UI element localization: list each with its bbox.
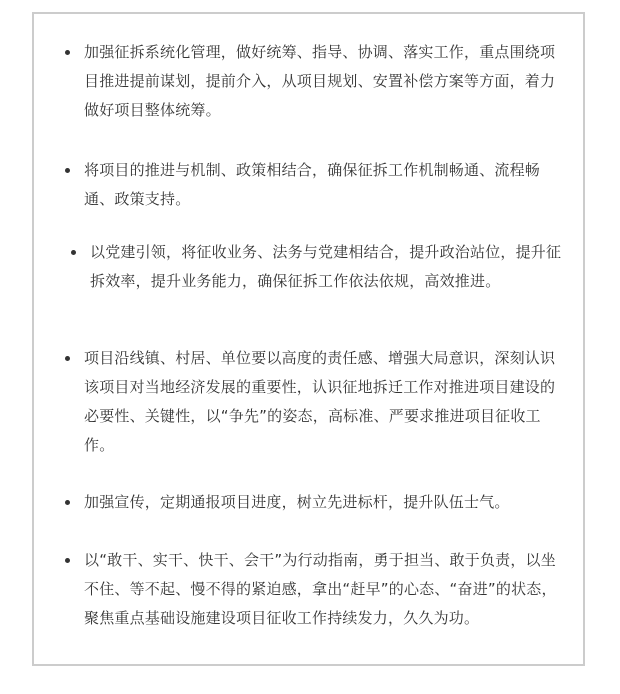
list-item-text: 以党建引领，将征收业务、法务与党建相结合，提升政治站位，提升征拆效率，提升业务能力，确保征拆工作依法依规，高效推进。 xyxy=(90,243,562,290)
content-panel xyxy=(32,12,585,666)
list-item-text: 加强征拆系统化管理，做好统筹、指导、协调、落实工作，重点围绕项目推进提前谋划，提前介入，从项目规划、安置补偿方案等方面，着力做好项目整体统筹。 xyxy=(84,43,556,119)
list-item xyxy=(84,156,564,214)
list-item-text: 加强宣传，定期通报项目进度，树立先进标杆，提升队伍士气。 xyxy=(84,493,510,511)
list-item xyxy=(84,344,564,460)
bullet-dot-icon xyxy=(65,500,70,505)
list-item xyxy=(84,546,564,633)
list-item-text: 项目沿线镇、村居、单位要以高度的责任感、增强大局意识，深刻认识该项目对当地经济发展的重要性，认识征地拆迁工作对推进项目建设的必要性、关键性，以“争先”的姿态，高标准、严要求推进项目征收工作。 xyxy=(84,349,556,454)
bullet-dot-icon xyxy=(71,250,76,255)
bullet-dot-icon xyxy=(65,356,70,361)
list-item-text: 将项目的推进与机制、政策相结合，确保征拆工作机制畅通、流程畅通、政策支持。 xyxy=(84,161,541,208)
list-item-text: 以“敢干、实干、快干、会干”为行动指南，勇于担当、敢于负责，以坐不住、等不起、慢不得的紧迫感，拿出“赶早”的心态、“奋进”的状态，聚焦重点基础设施建设项目征收工作持续发力，久久为功。 xyxy=(84,551,557,627)
bullet-dot-icon xyxy=(65,558,70,563)
list-item xyxy=(90,238,566,296)
list-item xyxy=(84,38,564,125)
list-item xyxy=(84,488,564,517)
bullet-dot-icon xyxy=(65,168,70,173)
bullet-dot-icon xyxy=(65,50,70,55)
